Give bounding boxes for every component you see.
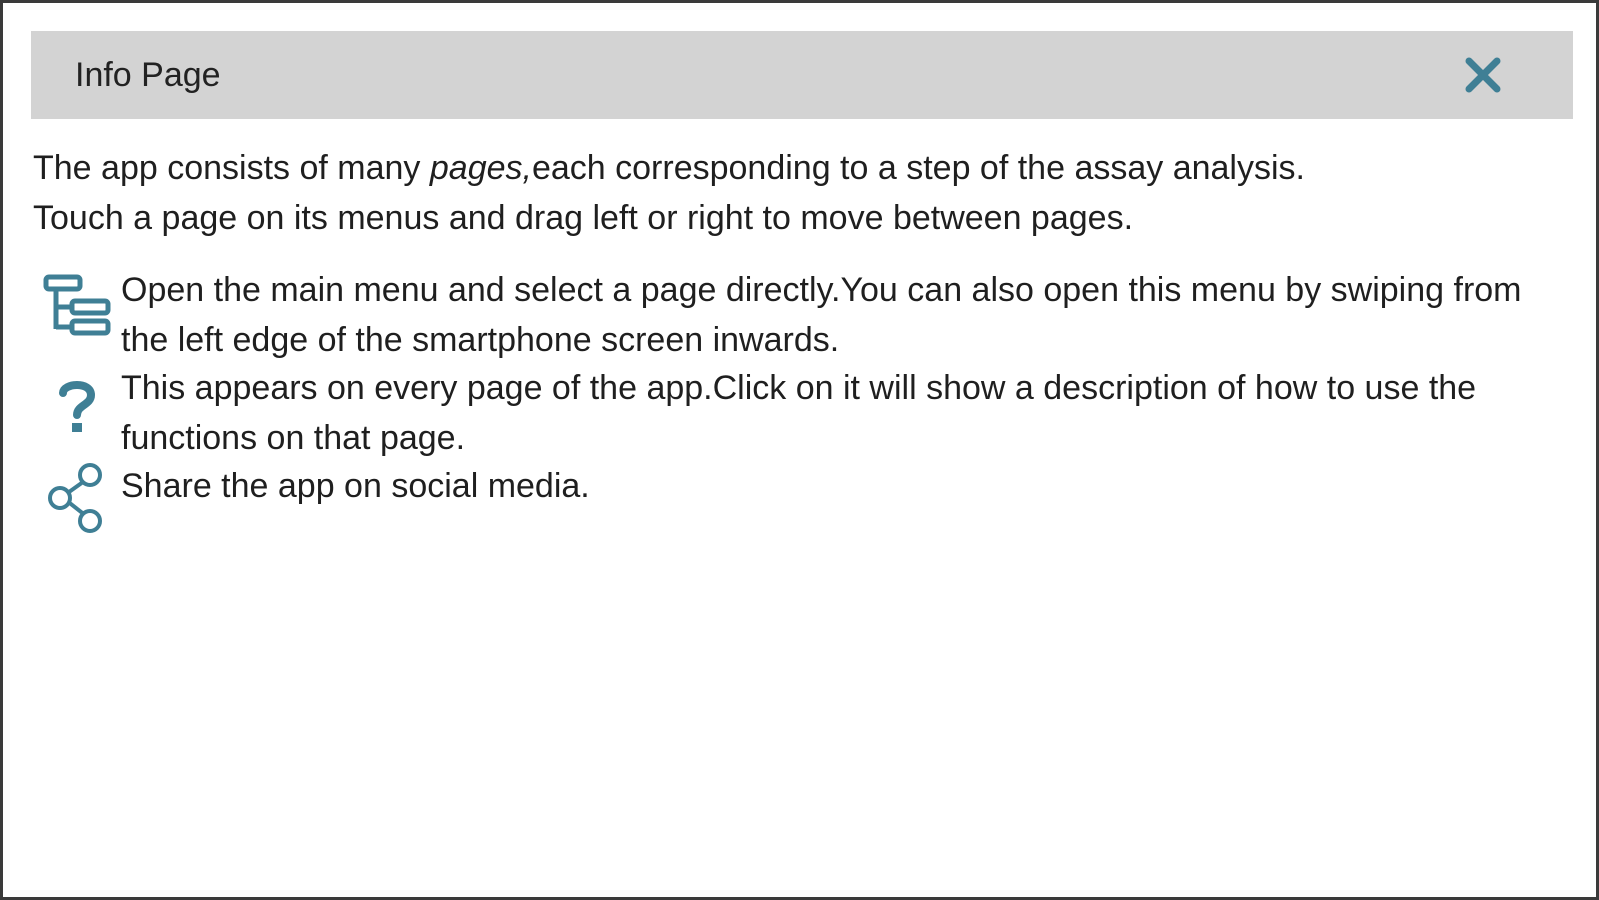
- list-item-text: This appears on every page of the app.Click on it will show a description of how to use the functions on that page.: [121, 369, 1477, 457]
- intro-emphasis-pages: pages,: [429, 149, 532, 187]
- intro-line-1: [33, 143, 1563, 193]
- list-item-help: [33, 363, 1573, 461]
- help-icon: [33, 363, 121, 433]
- list-item-share: [33, 461, 1573, 541]
- close-button[interactable]: [1461, 53, 1505, 97]
- list-item-text: Share the app on social media.: [121, 467, 590, 505]
- intro-line-1-end: each corresponding to a step of the assay analysis.: [531, 149, 1305, 187]
- list-item-main-menu: [33, 265, 1573, 363]
- intro-text: [33, 143, 1563, 243]
- list-item-text: Open the main menu and select a page directly.You can also open this menu by swiping from the left edge of the smartphone screen inwards.: [121, 271, 1522, 359]
- menu-tree-icon: [33, 265, 121, 339]
- intro-line-1-start: The app consists of many: [33, 149, 430, 187]
- feature-list: [33, 265, 1573, 541]
- dialog-title: Info Page: [75, 56, 221, 94]
- share-icon: [33, 461, 121, 537]
- close-icon: [1461, 53, 1505, 97]
- intro-line-2: Touch a page on its menus and drag left or right to move between pages.: [33, 199, 1134, 237]
- dialog-header: [31, 31, 1573, 119]
